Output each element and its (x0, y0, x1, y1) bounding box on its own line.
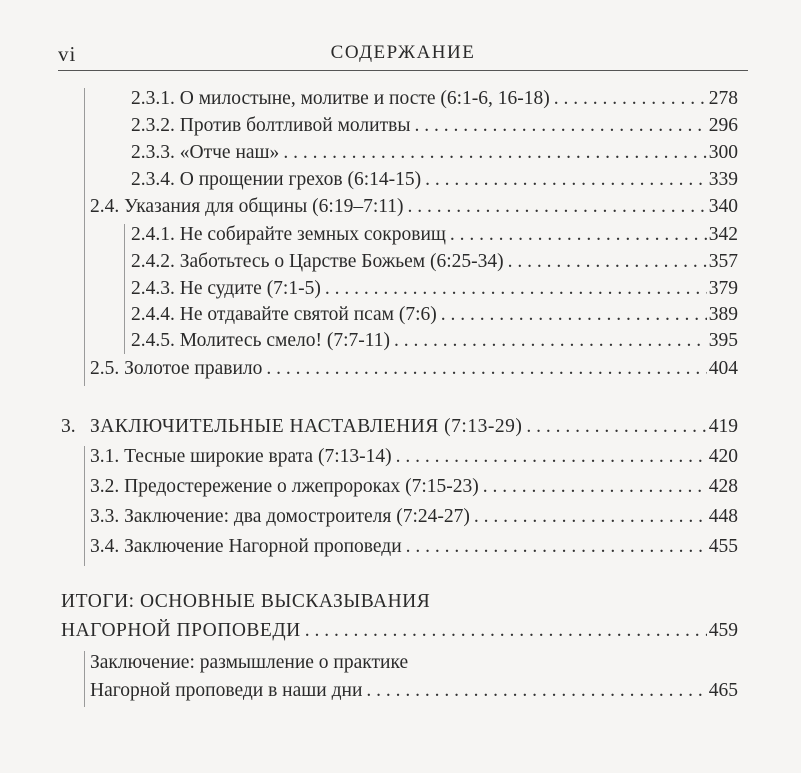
section-2-4-rule (124, 224, 125, 354)
toc-entry-title: 3.3. Заключение: два домостроителя (7:24-27) (90, 506, 470, 527)
toc-entry-title: НАГОРНОЙ ПРОПОВЕДИ (61, 620, 301, 641)
toc-entry-page: 420 (708, 446, 738, 467)
toc-conclusion-line1[interactable]: Заключение: размышление о практике (90, 652, 409, 673)
toc-entry-title: ЗАКЛЮЧИТЕЛЬНЫЕ НАСТАВЛЕНИЯ (7:13-29) (90, 416, 523, 437)
toc-entry-2-4-5[interactable] (131, 330, 738, 358)
dot-leader (404, 196, 707, 218)
toc-entry-summary[interactable] (61, 620, 738, 648)
dot-leader (522, 416, 706, 438)
conclusion-rule (84, 651, 85, 707)
dot-leader (279, 142, 706, 164)
dot-leader (421, 169, 707, 191)
toc-entry-page: 278 (708, 88, 738, 109)
toc-entry-page: 419 (708, 416, 738, 437)
dot-leader (470, 506, 707, 528)
toc-entry-title: 2.5. Золотое правило (90, 358, 263, 379)
dot-leader (479, 476, 707, 498)
toc-summary-line1[interactable]: ИТОГИ: ОСНОВНЫЕ ВЫСКАЗЫВАНИЯ (61, 591, 431, 612)
toc-entry-page: 296 (708, 115, 738, 136)
dot-leader (402, 536, 707, 558)
dot-leader (362, 680, 706, 702)
toc-entry-2-4-2[interactable] (131, 251, 738, 279)
dot-leader (301, 620, 707, 642)
toc-entry-page: 459 (708, 620, 738, 641)
toc-entry-3-2[interactable] (90, 476, 738, 504)
toc-entry-2-4-4[interactable] (131, 304, 738, 332)
chapter-number: 3. (61, 416, 76, 437)
dot-leader (446, 224, 707, 246)
toc-entry-title: 2.3.2. Против болтливой молитвы (131, 115, 411, 136)
toc-entry-page: 357 (708, 251, 738, 272)
toc-entry-2-3-2[interactable] (131, 115, 738, 143)
toc-entry-2-4-3[interactable] (131, 278, 738, 306)
toc-entry-title: 2.4.1. Не собирайте земных сокровищ (131, 224, 446, 245)
toc-entry-2-5[interactable] (90, 358, 738, 386)
dot-leader (504, 251, 707, 273)
toc-entry-page: 339 (708, 169, 738, 190)
toc-entry-title: 2.4. Указания для общины (6:19–7:11) (90, 196, 404, 217)
toc-entry-page: 342 (708, 224, 738, 245)
toc-entry-page: 404 (708, 358, 738, 379)
toc-entry-page: 300 (708, 142, 738, 163)
header-rule (58, 70, 748, 71)
toc-entry-2-3-3[interactable] (131, 142, 738, 170)
toc-entry-conclusion[interactable] (90, 680, 738, 708)
section-3-rule (84, 446, 85, 566)
dot-leader (410, 115, 706, 137)
dot-leader (262, 358, 706, 380)
toc-entry-page: 395 (708, 330, 738, 351)
toc-entry-3-1[interactable] (90, 446, 738, 474)
toc-entry-page: 455 (708, 536, 738, 557)
running-title: СОДЕРЖАНИЕ (330, 42, 476, 63)
toc-entry-page: 448 (708, 506, 738, 527)
toc-entry-title: 2.4.3. Не судите (7:1-5) (131, 278, 321, 299)
toc-entry-3-4[interactable] (90, 536, 738, 564)
page-number: vi (58, 42, 77, 66)
toc-entry-page: 465 (708, 680, 738, 701)
toc-entry-title: 2.4.2. Заботьтесь о Царстве Божьем (6:25-34) (131, 251, 504, 272)
toc-entry-page: 428 (708, 476, 738, 497)
toc-entry-page: 389 (708, 304, 738, 325)
toc-entry-2-4[interactable] (90, 196, 738, 224)
dot-leader (550, 88, 707, 110)
dot-leader (392, 446, 707, 468)
toc-entry-2-3-1[interactable] (131, 88, 738, 116)
toc-entry-2-4-1[interactable] (131, 224, 738, 252)
toc-entry-title: 2.3.4. О прощении грехов (6:14-15) (131, 169, 422, 190)
toc-entry-title: 3.1. Тесные широкие врата (7:13-14) (90, 446, 392, 467)
toc-entry-3[interactable] (90, 416, 738, 444)
toc-entry-title: 2.3.3. «Отче наш» (131, 142, 280, 163)
toc-entry-title: Нагорной проповеди в наши дни (90, 680, 363, 701)
toc-entry-2-3-4[interactable] (131, 169, 738, 197)
toc-entry-title: 2.3.1. О милостыне, молитве и посте (6:1-6, 16-18) (131, 88, 550, 109)
dot-leader (437, 304, 707, 326)
page-header (58, 36, 748, 68)
toc-entry-title: 2.4.4. Не отдавайте святой псам (7:6) (131, 304, 437, 325)
dot-leader (390, 330, 707, 352)
toc-entry-title: 3.4. Заключение Нагорной проповеди (90, 536, 402, 557)
toc-entry-3-3[interactable] (90, 506, 738, 534)
toc-entry-page: 340 (708, 196, 738, 217)
section-2-rule (84, 88, 85, 386)
dot-leader (321, 278, 707, 300)
toc-entry-title: 2.4.5. Молитесь смело! (7:7-11) (131, 330, 391, 351)
toc-entry-page: 379 (708, 278, 738, 299)
toc-entry-title: 3.2. Предостережение о лжепророках (7:15-23) (90, 476, 479, 497)
